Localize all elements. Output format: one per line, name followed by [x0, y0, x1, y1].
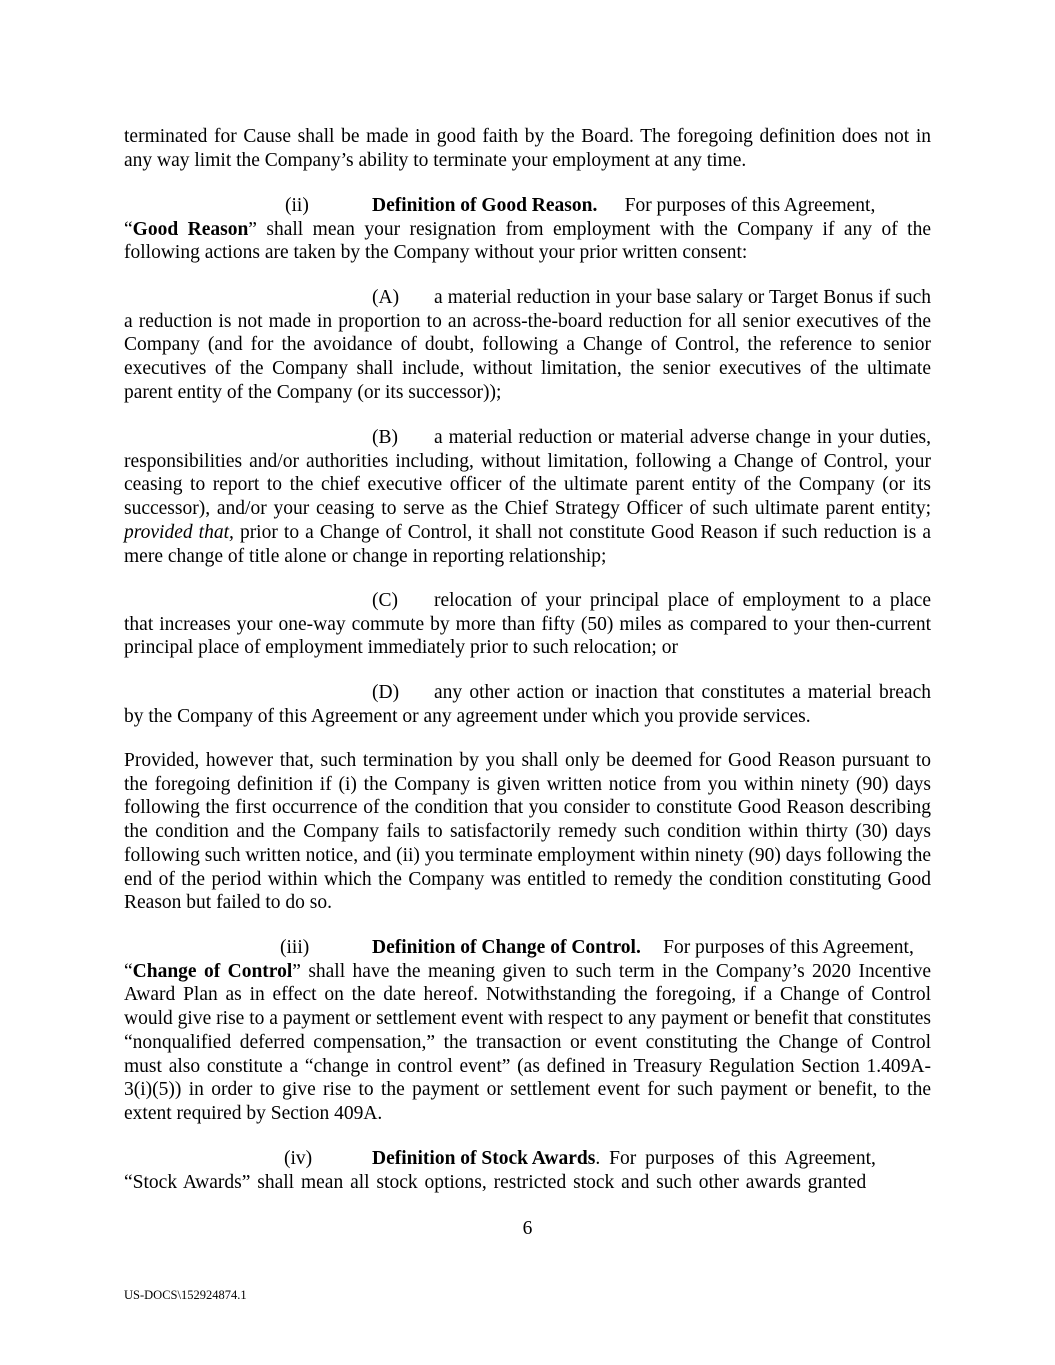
- section-iii-title: Definition of Change of Control.: [372, 937, 641, 958]
- section-iii-term: Change of Control: [132, 960, 293, 982]
- item-b-label: (B): [372, 427, 398, 448]
- section-ii-title: Definition of Good Reason.: [372, 195, 598, 216]
- item-c: [124, 589, 931, 660]
- section-iii-open-quote: “: [124, 960, 133, 982]
- item-b: [124, 426, 931, 568]
- section-iv-number: (iv): [284, 1148, 313, 1169]
- section-ii: [124, 194, 931, 265]
- item-b-text-1: a material reduction or material adverse change in your duties, responsibilities and/or authorities including, without limitation, following a Change of Control, your ceasing to report to the chief executive officer of the ultimate parent entity of the Company (or its successor), and/or your ceasing to serve as the Chief Strategy Officer of such ultimate parent entity;: [124, 427, 931, 520]
- intro-text: terminated for Cause shall be made in good faith by the Board. The foregoing definition does not in any way limit the Company’s ability to terminate your employment at any time.: [124, 126, 931, 171]
- item-a-text: a material reduction in your base salary or Target Bonus if such a reduction is not made in proportion to an across-the-board reduction for all senior executives of the Company (and for the avoidance of doubt, following a Change of Control, the reference to senior executives of the Company shall include, without limitation, the senior executives of the ultimate parent entity of the Company (or its successor));: [124, 287, 931, 403]
- section-iv: [124, 1147, 931, 1194]
- proviso-text: Provided, however that, such termination by you shall only be deemed for Good Reason pursuant to the foregoing definition if (i) the Company is given written notice from you within ninety (90) days following the first occurrence of the condition that you consider to constitute Good Reason describing the condition and the Company fails to satisfactorily remedy such condition within thirty (30) days following such written notice, and (ii) you terminate employment within ninety (90) days following the end of the period within which the Company was entitled to remedy the condition constituting Good Reason but failed to do so.: [124, 750, 931, 914]
- section-iii-lead: For purposes of this Agreement,: [663, 937, 914, 958]
- proviso-paragraph: [124, 749, 931, 915]
- item-c-text: relocation of your principal place of employment to a place that increases your one-way commute by more than fifty (50) miles as compared to your then-current principal place of employment immediately prior to such relocation; or: [124, 590, 931, 659]
- item-b-italic: provided that,: [124, 521, 234, 543]
- intro-paragraph: [124, 125, 931, 172]
- footer-doc-id: US-DOCS\152924874.1: [124, 1288, 247, 1302]
- section-ii-lead: For purposes of this Agreement,: [624, 195, 876, 216]
- section-ii-term: Good Reason: [132, 218, 249, 240]
- section-ii-number: (ii): [285, 195, 309, 216]
- section-ii-body: ” shall mean your resignation from employment with the Company if any of the following actions are taken by the Company without your prior written consent:: [124, 218, 931, 264]
- section-iii-number: (iii): [280, 937, 310, 958]
- item-c-label: (C): [372, 590, 398, 611]
- section-iv-lead: . For purposes of this Agreement,: [595, 1148, 876, 1169]
- item-b-text-2: prior to a Change of Control, it shall not constitute Good Reason if such reduction is a mere change of title alone or change in reporting relationship;: [124, 521, 932, 567]
- item-d-label: (D): [372, 682, 400, 703]
- item-a-label: (A): [372, 287, 400, 308]
- section-iii-body: ” shall have the meaning given to such term in the Company’s 2020 Incentive Award Plan as in effect on the date hereof. Notwithstanding the foregoing, if a Change of Control would give rise to a payment or settlement event with respect to any payment or benefit that constitutes “nonqualified deferred compensation,” the transaction or event constituting the Change of Control must also constitute a “change in control event” (as defined in Treasury Regulation Section 1.409A-3(i)(5)) in order to give rise to the payment or settlement event for such payment or benefit, to the extent required by Section 409A.: [124, 960, 931, 1124]
- section-iv-title: Definition of Stock Awards: [372, 1148, 596, 1169]
- item-d: [124, 681, 931, 728]
- section-iv-body: “Stock Awards” shall mean all stock options, restricted stock and such other awards granted: [124, 1171, 867, 1193]
- page-number: 6: [522, 1218, 533, 1239]
- item-d-text: any other action or inaction that constitutes a material breach by the Company of this Agreement or any agreement under which you provide services.: [124, 682, 931, 727]
- section-iii: [124, 936, 931, 1126]
- section-ii-open-quote: “: [124, 218, 133, 240]
- item-a: [124, 286, 931, 405]
